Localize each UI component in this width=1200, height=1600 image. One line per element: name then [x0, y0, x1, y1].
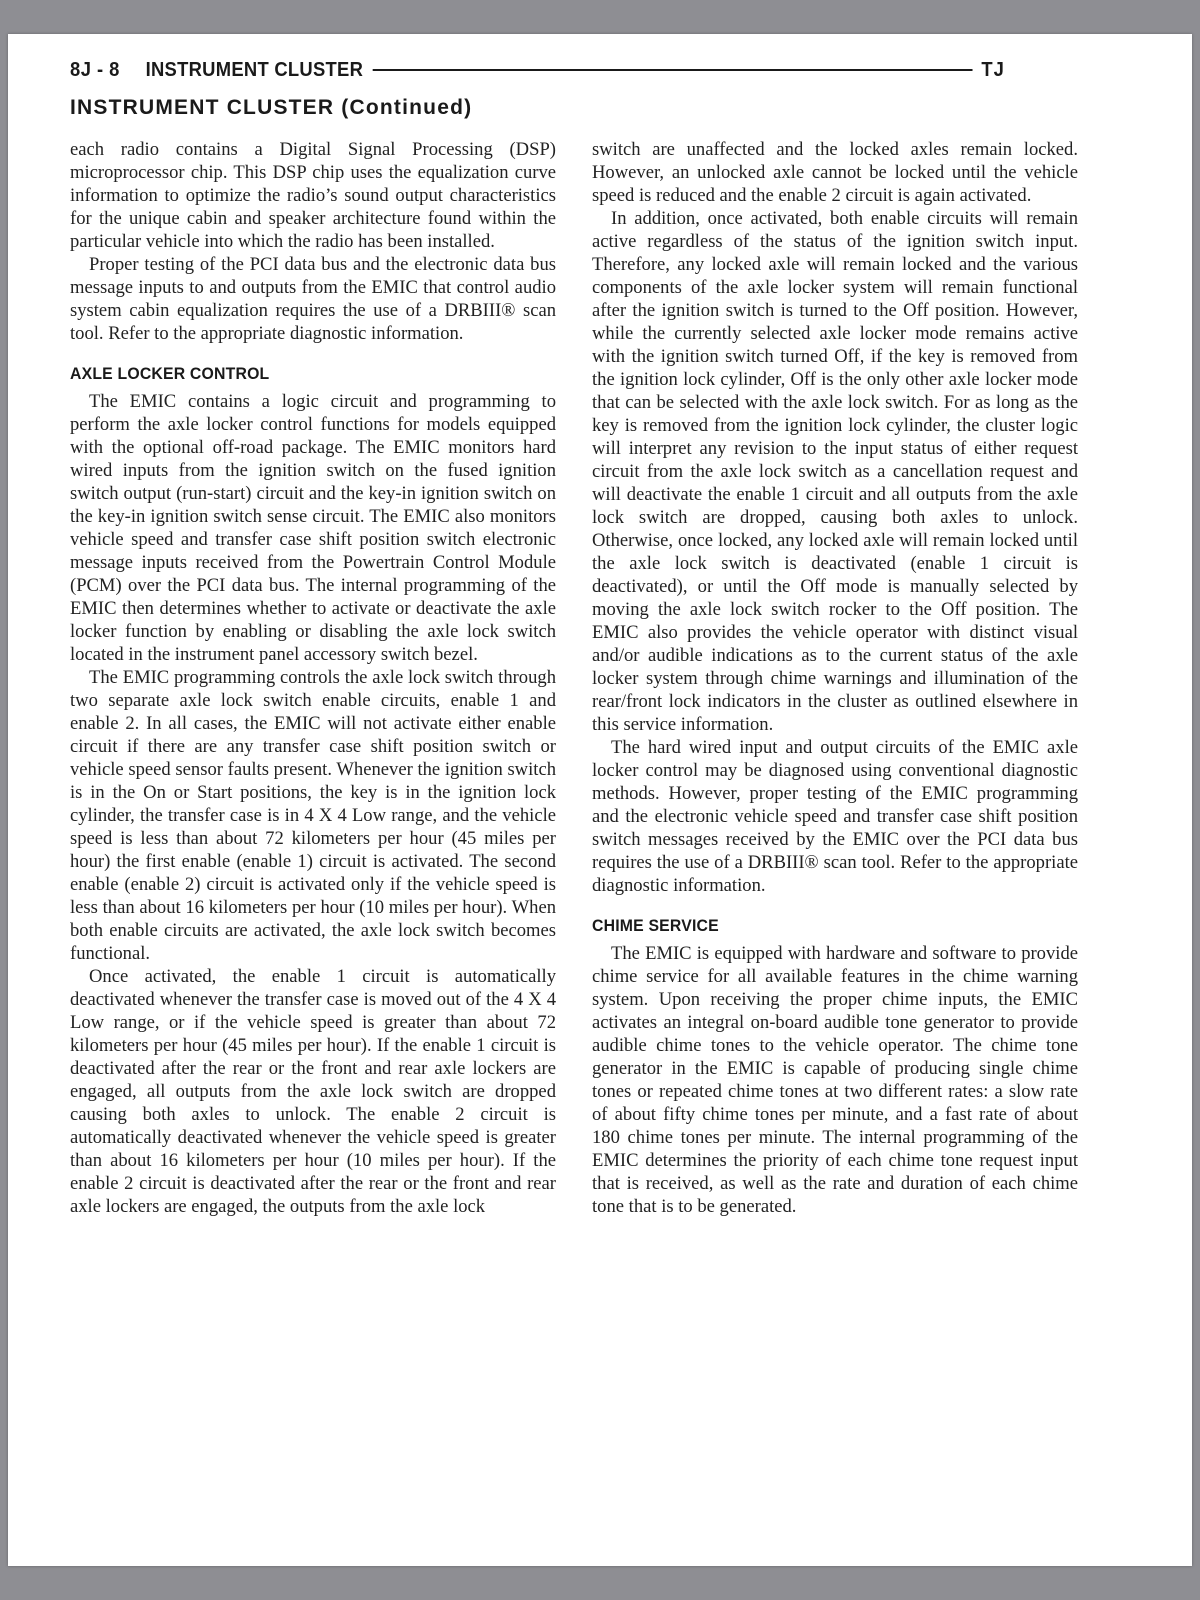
header-rule: [372, 69, 972, 71]
paragraph: The hard wired input and output circuits of the EMIC axle locker control may be diagnosed using conventional diagnostic methods. However, proper testing of the EMIC programming and the electronic vehicle speed and transfer case shift position switch messages received by the EMIC over the PCI data bus requires the use of a DRBIII® scan tool. Refer to the appropriate diagnostic information.: [592, 737, 1078, 896]
subheading-axle-locker-control: AXLE LOCKER CONTROL: [70, 364, 270, 383]
right-column: [592, 138, 1078, 1218]
left-column: [70, 138, 556, 1218]
subheading-chime-service: CHIME SERVICE: [592, 916, 719, 935]
paragraph: In addition, once activated, both enable circuits will remain active regardless of the status of the ignition switch input. Therefore, any locked axle will remain locked and the various components of the axle locker system will remain functional after the ignition switch is turned to the Off position. However, while the currently selected axle locker mode remains active with the ignition switch turned Off, if the key is removed from the ignition lock cylinder, Off is the only other axle locker mode that can be selected with the axle lock switch. For as long as the key is removed from the ignition lock cylinder, the cluster logic will interpret any revision to the input status of either request circuit from the axle lock switch as a cancellation request and will deactivate the enable 1 circuit and all outputs from the axle lock switch are dropped, causing both axles to unlock. Otherwise, once locked, any locked axle will remain locked until the axle lock switch is deactivated (enable 1 circuit is deactivated), or until the Off mode is manually selected by moving the axle lock switch rocker to the Off position. The EMIC also provides the vehicle operator with distinct visual and/or audible indications as to the current status of the axle locker system through chime warnings and illumination of the rear/front lock indicators in the cluster as outlined elsewhere in this service information.: [592, 208, 1078, 735]
page-number: 8J - 8: [70, 58, 120, 81]
header-model-code: TJ: [981, 58, 1005, 81]
section-title: INSTRUMENT CLUSTER (Continued): [70, 96, 473, 119]
running-header: [70, 56, 1005, 84]
header-section-name: INSTRUMENT CLUSTER: [145, 58, 364, 81]
paragraph: Proper testing of the PCI data bus and the electronic data bus message inputs to and outputs from the EMIC that control audio system cabin equalization requires the use of a DRBIII® scan tool. Refer to the appropriate diagnostic information.: [70, 254, 556, 344]
paragraph: The EMIC contains a logic circuit and programming to perform the axle locker control functions for models equipped with the optional off-road package. The EMIC monitors hard wired inputs from the ignition switch on the fused ignition switch output (run-start) circuit and the key-in ignition switch on the key-in ignition switch sense circuit. The EMIC also monitors vehicle speed and transfer case shift position switch electronic message inputs received from the Powertrain Control Module (PCM) over the PCI data bus. The internal programming of the EMIC then determines whether to activate or deactivate the axle locker function by enabling or disabling the axle lock switch located in the instrument panel accessory switch bezel.: [70, 391, 556, 665]
paragraph: The EMIC is equipped with hardware and software to provide chime service for all available features in the chime warning system. Upon receiving the proper chime inputs, the EMIC activates an integral on-board audible tone generator to provide audible chime tones to the vehicle operator. The chime tone generator in the EMIC is capable of producing single chime tones or repeated chime tones at two different rates: a slow rate of about fifty chime tones per minute, and a fast rate of about 180 chime tones per minute. The internal programming of the EMIC determines the priority of each chime tone request input that is received, as well as the rate and duration of each chime tone that is to be generated.: [592, 943, 1078, 1217]
paragraph: switch are unaffected and the locked axles remain locked. However, an unlocked axle cannot be locked until the vehicle speed is reduced and the enable 2 circuit is again activated.: [592, 139, 1078, 206]
paragraph: Once activated, the enable 1 circuit is automatically deactivated whenever the transfer case is moved out of the 4 X 4 Low range, or if the vehicle speed is greater than about 72 kilometers per hour (45 miles per hour). If the enable 1 circuit is deactivated after the rear or the front and rear axle lockers are engaged, all outputs from the axle lock switch are dropped causing both axles to unlock. The enable 2 circuit is automatically deactivated whenever the vehicle speed is greater than about 16 kilometers per hour (10 miles per hour). If the enable 2 circuit is deactivated after the rear or the front and rear axle lockers are engaged, the outputs from the axle lock: [70, 966, 556, 1217]
paragraph: The EMIC programming controls the axle lock switch through two separate axle lock switch enable circuits, enable 1 and enable 2. In all cases, the EMIC will not activate either enable circuit if there are any transfer case shift position switch or vehicle speed sensor faults present. Whenever the ignition switch is in the On or Start positions, the key is in the ignition lock cylinder, the transfer case is in 4 X 4 Low range, and the vehicle speed is less than about 72 kilometers per hour (45 miles per hour) the first enable (enable 1) circuit is activated. The second enable (enable 2) circuit is activated only if the vehicle speed is less than about 16 kilometers per hour (10 miles per hour). When both enable circuits are activated, the axle lock switch becomes functional.: [70, 667, 556, 964]
paragraph: each radio contains a Digital Signal Processing (DSP) microprocessor chip. This DSP chip uses the equalization curve information to optimize the radio’s sound output characteristics for the unique cabin and speaker architecture found within the particular vehicle into which the radio has been installed.: [70, 139, 556, 252]
